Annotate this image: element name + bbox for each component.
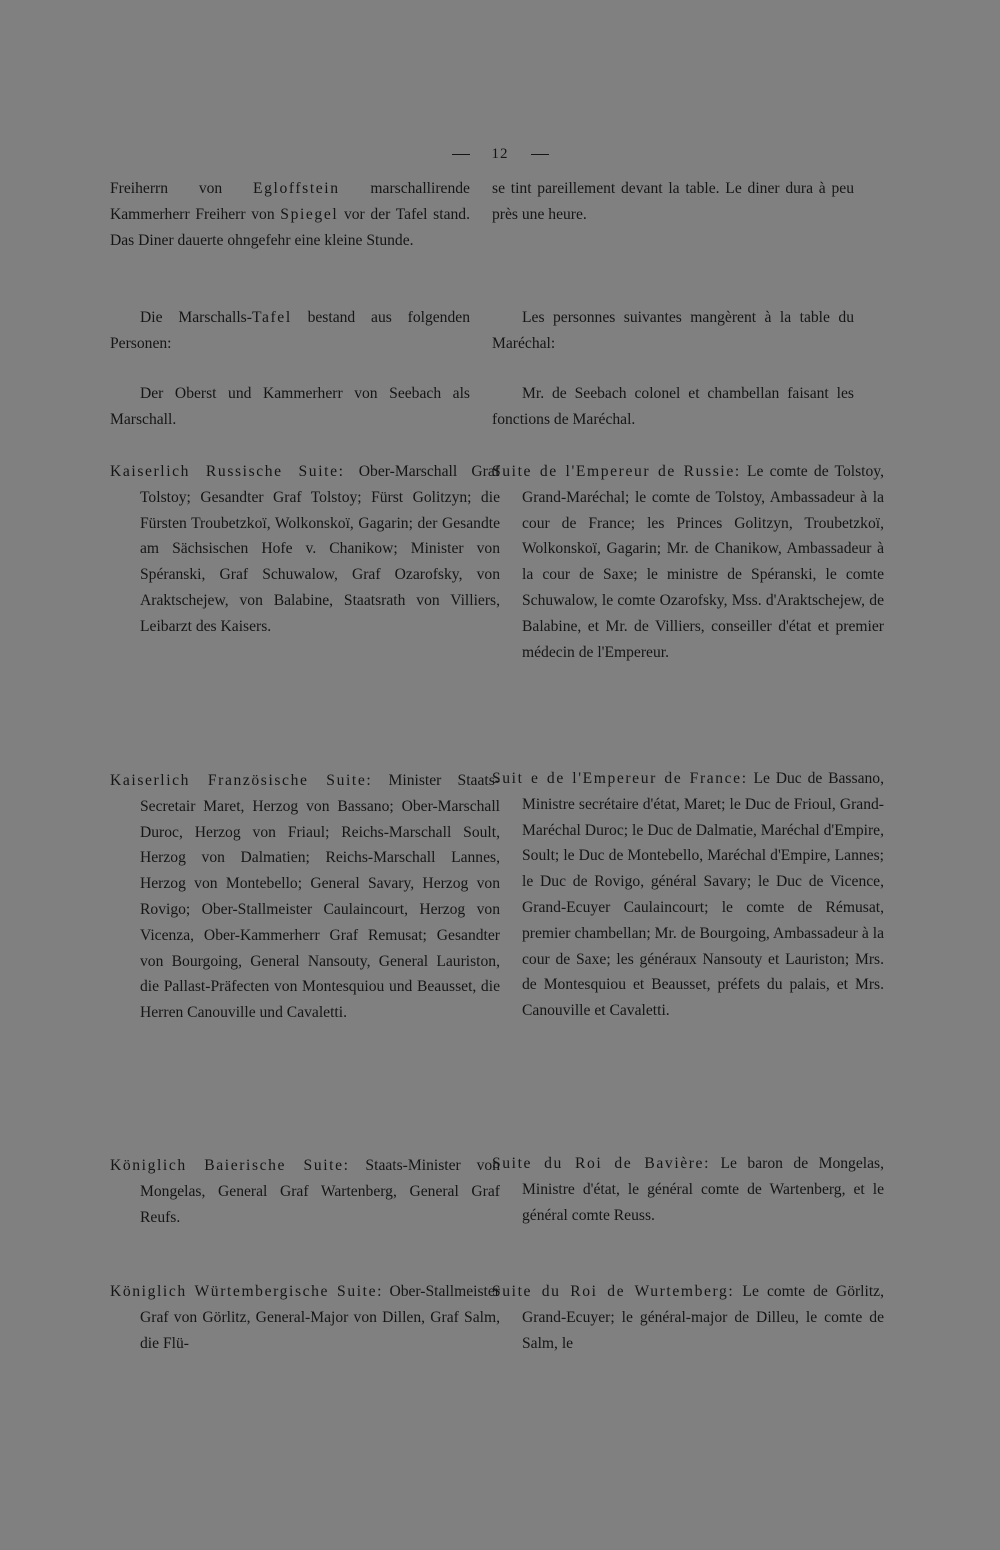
spaced-heading: Königlich Würtembergische Suite:	[110, 1283, 384, 1300]
german-paragraph-p1	[110, 176, 470, 253]
german-paragraph-p3	[110, 381, 470, 433]
spaced-heading: Königlich Baierische Suite:	[110, 1157, 350, 1174]
french-paragraph-p4	[492, 459, 884, 665]
french-paragraph-p1	[492, 176, 854, 228]
paragraph-text: Mr. de Seebach colonel et chambellan faisant les fonctions de Maréchal.	[492, 385, 854, 428]
spaced-heading: Kaiserlich Russische Suite:	[110, 463, 345, 480]
french-paragraph-p5	[492, 766, 884, 1024]
french-paragraph-p6	[492, 1151, 884, 1228]
spaced-heading: Suit e de l'Empereur de France:	[492, 770, 748, 787]
header-dash-right	[531, 154, 549, 155]
paragraph-text: Les personnes suivantes mangèrent à la table du Maréchal:	[492, 309, 854, 352]
paragraph-text: Minister Staats-Secretair Maret, Herzog von Bassano; Ober-Marschall Duroc, Herzog von Friaul; Reichs-Marschall Soult, Herzog von Dalmatien; Reichs-Marschall Lannes, Herzog von Montebello; General Savary, Herzog von Rovigo; Ober-Stallmeister Caulaincourt, Herzog von Vicenza, Ober-Kammerherr Graf Remusat; Gesandter von Bourgoing, General Nansouty, General Lauriston, die Pallast-Präfecten von Montesquiou und Beausset, die Herren Canouville und Cavaletti.	[140, 772, 500, 1022]
paragraph-text: Le comte de Tolstoy, Grand-Maréchal; le comte de Tolstoy, Ambassadeur à la cour de France; les Princes Golitzyn, Troubetzkoï, Wolkonskoï, Gagarin; Mr. de Chanikow, Ambassadeur à la cour de Saxe; le ministre de Spéranski, le comte Schuwalow, le comte Ozarofsky, Mss. d'Araktschejew, de Balabine, et Mr. de Villiers, conseiller d'état et premier médecin de l'Empereur.	[522, 463, 884, 661]
spaced-heading: Kaiserlich Französische Suite:	[110, 772, 373, 789]
paragraph-text: marschallirende Kammerherr Freiherr von	[110, 180, 470, 223]
german-paragraph-p6	[110, 1153, 500, 1230]
french-paragraph-p3	[492, 381, 854, 433]
paragraph-text: Freiherrn von	[110, 180, 253, 197]
paragraph-text: Der Oberst und Kammerherr von Seebach als Marschall.	[110, 385, 470, 428]
paragraph-text: Le comte de Görlitz, Grand-Ecuyer; le général-major de Dilleu, le comte de Salm, le	[522, 1283, 884, 1352]
header-dash-left	[452, 154, 470, 155]
paragraph-text: Le baron de Mongelas, Ministre d'état, le général comte de Wartenberg, et le général comte Reuss.	[522, 1155, 884, 1224]
paragraph-text: Ober-Marschall Graf Tolstoy; Gesandter Graf Tolstoy; Fürst Golitzyn; die Fürsten Troubetzkoï, Wolkonskoï, Gagarin; der Gesandte am Sächsischen Hofe v. Chanikow; Minister von Spéranski, Graf Schuwalow, Graf Ozarofsky, von Araktschejew, von Balabine, Staatsrath von Villiers, Leibarzt des Kaisers.	[140, 463, 500, 635]
spaced-heading: Suite du Roi de Wurtemberg:	[492, 1283, 735, 1300]
spaced-heading: Suite du Roi de Bavière:	[492, 1155, 711, 1172]
paragraph-text: Die Marschalls-	[140, 309, 252, 326]
page-header	[0, 146, 1000, 163]
paragraph-text: se tint pareillement devant la table. Le diner dura à peu près une heure.	[492, 180, 854, 223]
spaced-heading: Spiegel	[280, 205, 339, 223]
spaced-heading: Suite de l'Empereur de Russie:	[492, 463, 741, 480]
page-number: 12	[491, 146, 509, 162]
paragraph-text: Le Duc de Bassano, Ministre secrétaire d'état, Maret; le Duc de Frioul, Grand-Maréchal Duroc; le Duc de Dalmatie, Maréchal d'Empire, Soult; le Duc de Montebello, Maréchal d'Empire, Lannes; le Duc de Rovigo, général Savary; le Duc de Vicence, Grand-Ecuyer Caulaincourt; le comte de Rémusat, premier chambellan; Mr. de Bourgoing, Ambassadeur à la cour de Saxe; les généraux Nansouty et Lauriston; Mrs. de Montesquiou et Beausset, préfets du palais, et Mrs. Canouville et Cavaletti.	[522, 770, 884, 1020]
french-paragraph-p7	[492, 1279, 884, 1356]
paragraph-text: bestand aus folgenden Personen:	[110, 309, 470, 352]
german-paragraph-p7	[110, 1279, 500, 1356]
french-paragraph-p2	[492, 305, 854, 357]
german-paragraph-p4	[110, 459, 500, 640]
german-paragraph-p5	[110, 768, 500, 1026]
paragraph-text: Staats-Minister von Mongelas, General Graf Wartenberg, General Graf Reufs.	[140, 1157, 500, 1226]
paragraph-text: Ober-Stallmeister Graf von Görlitz, General-Major von Dillen, Graf Salm, die Flü-	[140, 1283, 500, 1352]
german-paragraph-p2	[110, 305, 470, 357]
paragraph-text: vor der Tafel stand. Das Diner dauerte ohngefehr eine kleine Stunde.	[110, 205, 470, 249]
spaced-heading: Egloffstein	[253, 180, 340, 197]
spaced-heading: Tafel	[251, 309, 292, 326]
